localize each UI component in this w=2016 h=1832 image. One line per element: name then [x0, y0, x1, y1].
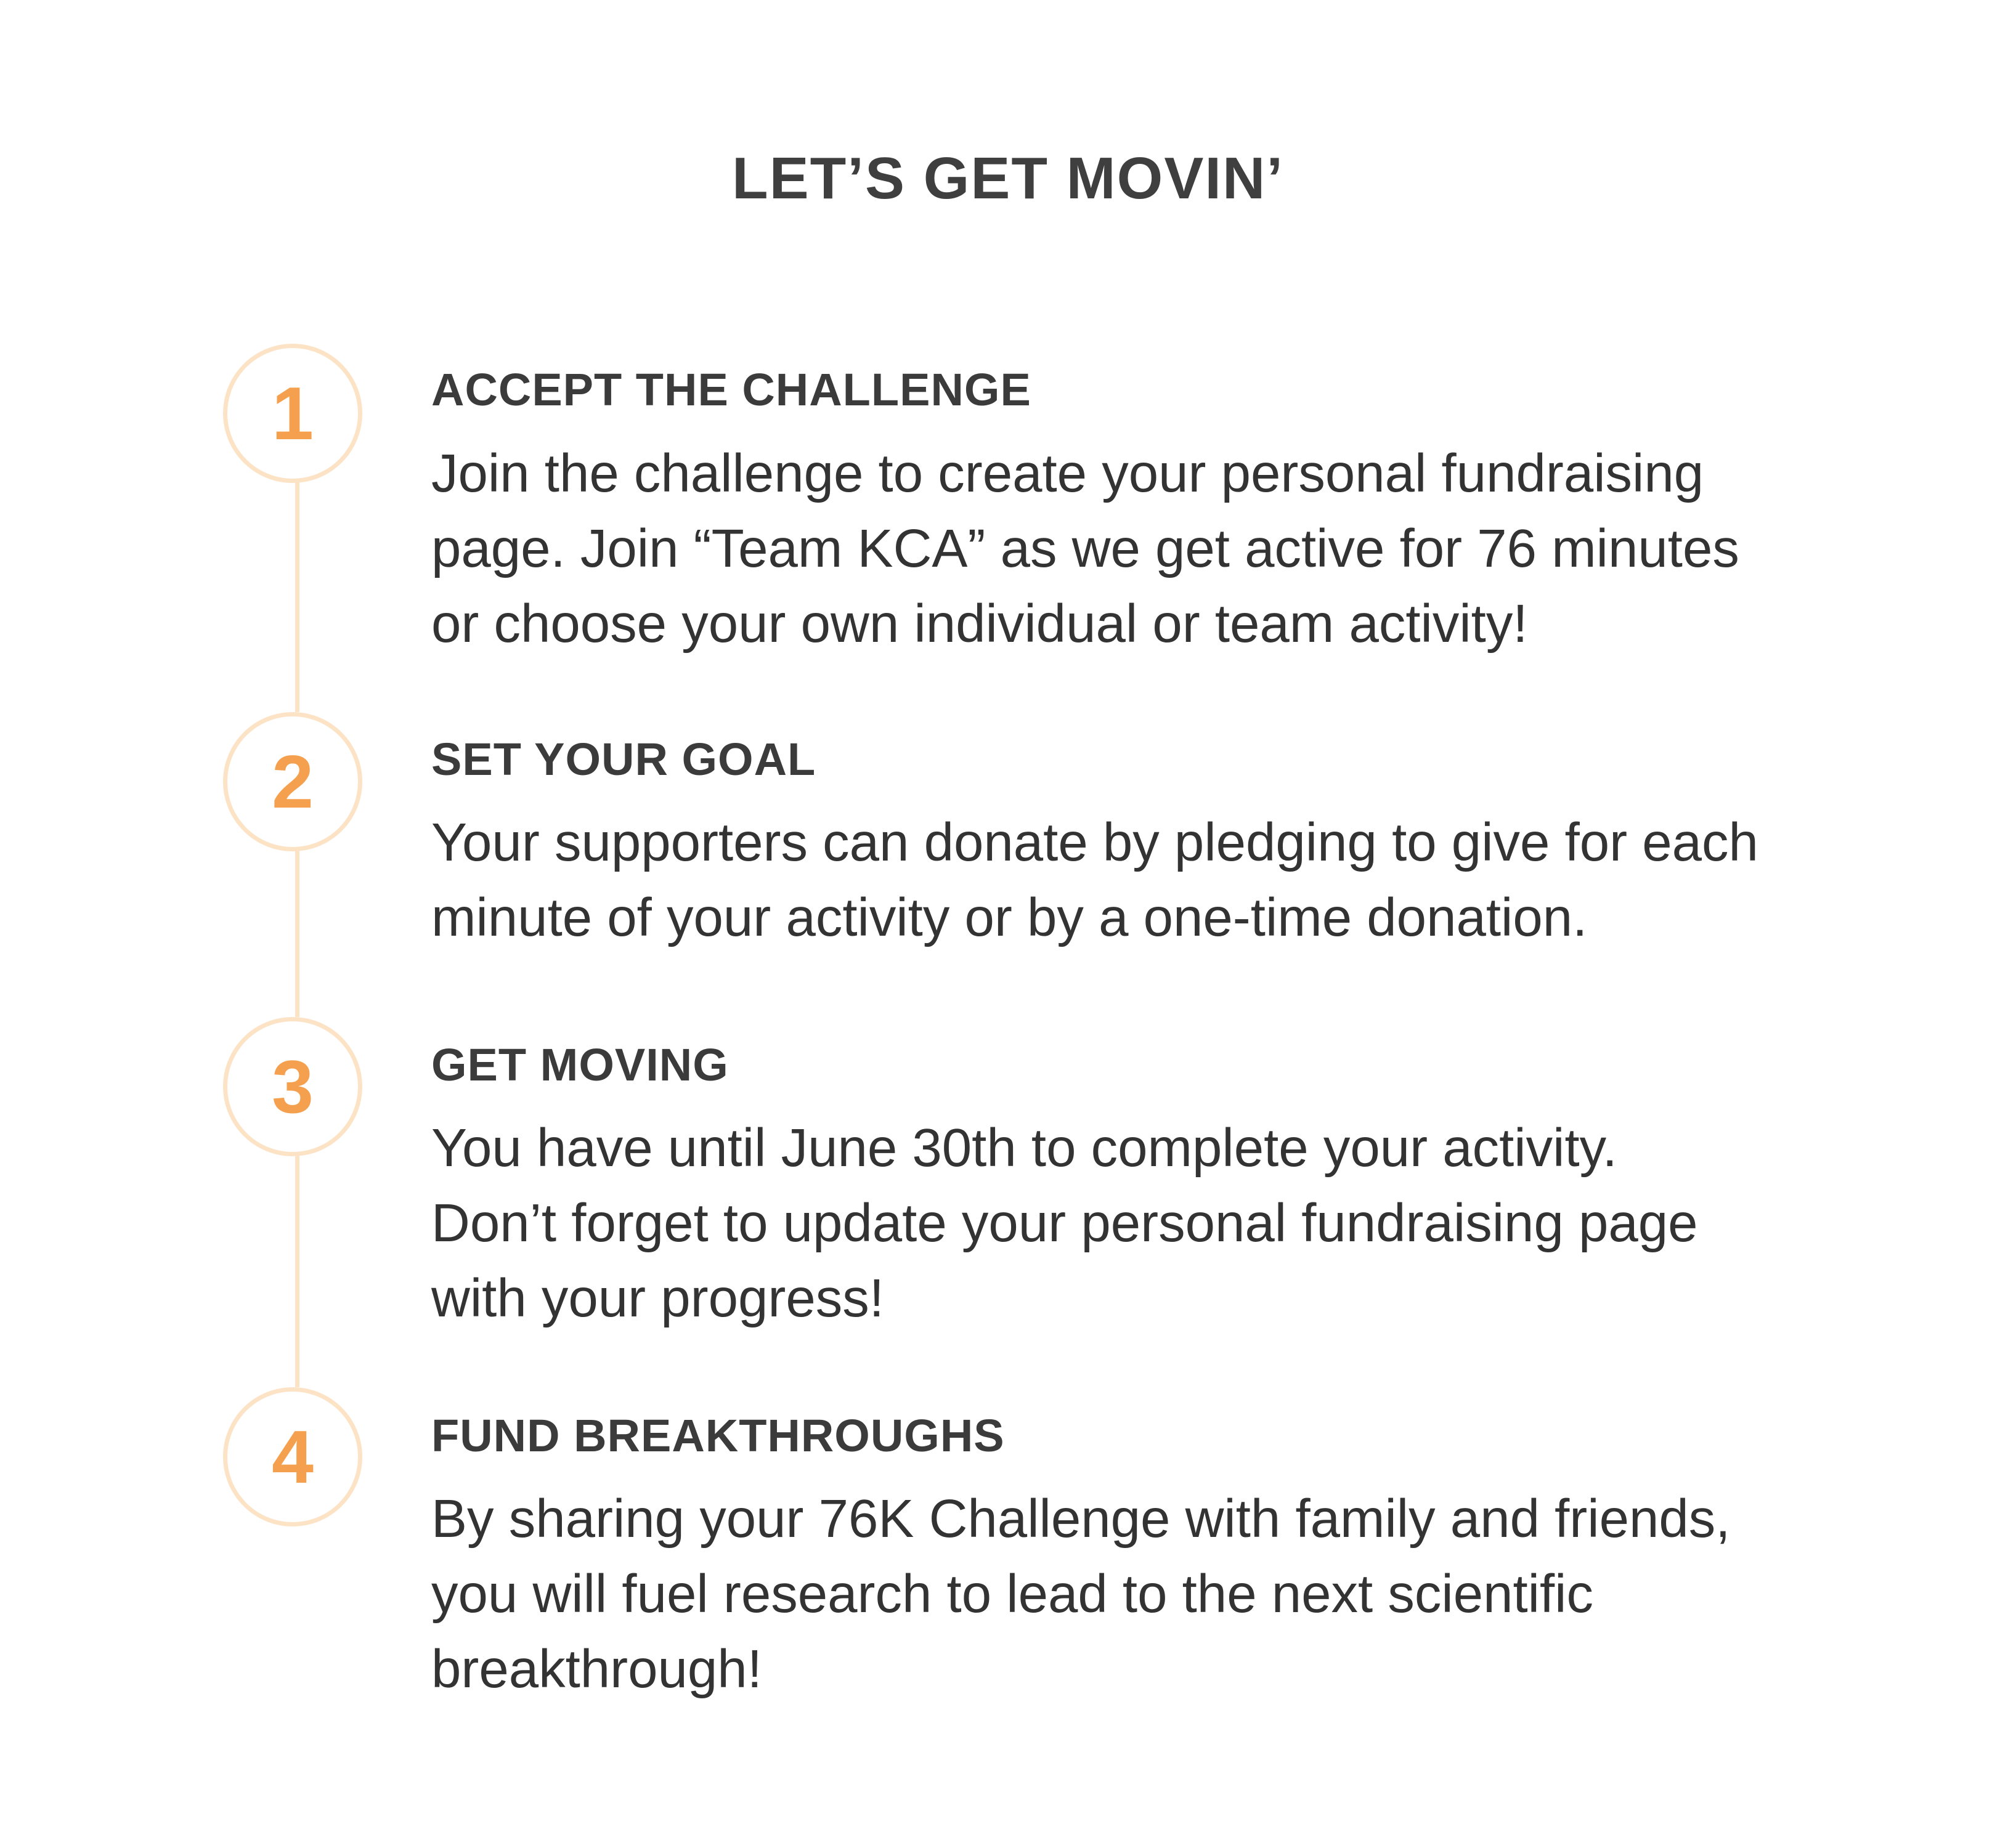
step-description	[431, 436, 1848, 662]
step-number-badge	[223, 1017, 362, 1156]
step-description	[431, 805, 1848, 955]
step-description	[431, 1111, 1848, 1336]
description-line: By sharing your 76K Challenge with family and friends,	[431, 1489, 1731, 1549]
step-number-badge	[223, 344, 362, 483]
step-number: 4	[272, 1415, 314, 1499]
step-number: 2	[272, 740, 314, 824]
page-title: LET’S GET MOVIN’	[731, 145, 1285, 211]
step-heading: FUND BREAKTHROUGHS	[431, 1410, 1005, 1461]
description-line: with your progress!	[431, 1268, 884, 1328]
step-number: 3	[272, 1045, 314, 1129]
description-line: Don’t forget to update your personal fundraising page	[431, 1193, 1698, 1253]
step-number: 1	[272, 371, 314, 455]
step-description	[431, 1481, 1848, 1707]
step-heading: SET YOUR GOAL	[431, 734, 816, 785]
description-line: minute of your activity or by a one-time donation.	[431, 888, 1588, 947]
description-line: breakthrough!	[431, 1639, 762, 1699]
timeline-connector	[295, 1155, 299, 1387]
step-number-badge	[223, 1387, 362, 1526]
timeline-connector	[295, 850, 299, 1017]
description-line: page. Join “Team KCA” as we get active for 76 minutes	[431, 519, 1739, 578]
description-line: Your supporters can donate by pledging to give for each	[431, 813, 1758, 872]
description-line: or choose your own individual or team activity!	[431, 594, 1528, 654]
step-number-badge	[223, 712, 362, 851]
description-line: Join the challenge to create your personal fundraising	[431, 444, 1704, 503]
description-line: You have until June 30th to complete your activity.	[431, 1118, 1617, 1178]
timeline-connector	[295, 482, 299, 712]
description-line: you will fuel research to lead to the next scientific	[431, 1564, 1593, 1624]
step-heading: ACCEPT THE CHALLENGE	[431, 364, 1031, 415]
step-heading: GET MOVING	[431, 1039, 729, 1090]
